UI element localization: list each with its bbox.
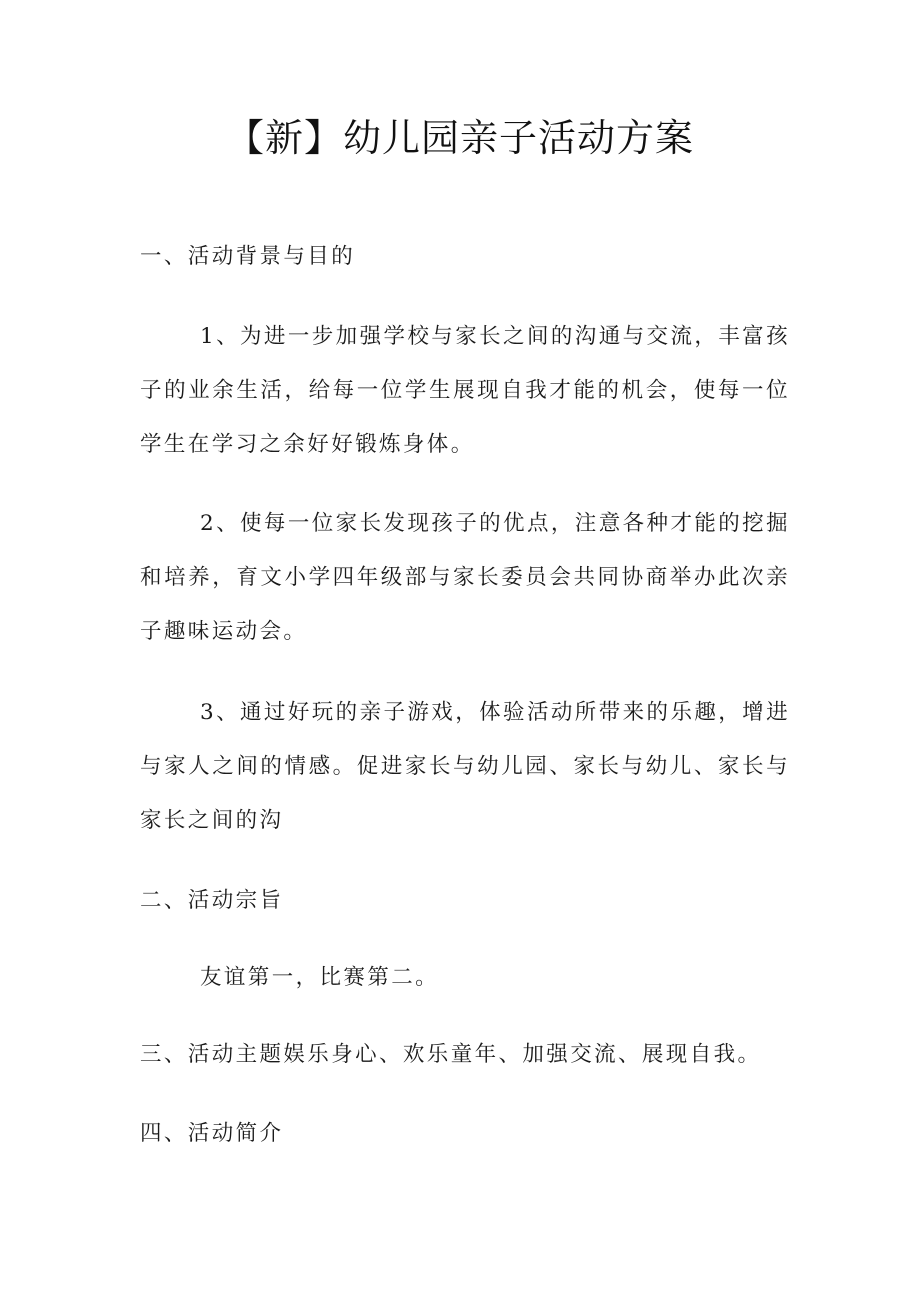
section-heading-background-purpose: 一、活动背景与目的 <box>140 244 356 269</box>
paragraph-purpose-1: 1、为进一步加强学校与家长之间的沟通与交流，丰富孩子的业余生活，给每一位学生展现自我才能的机会，使每一位学生在学习之余好好锻炼身体。 <box>140 324 790 457</box>
paragraph-purpose-3: 3、通过好玩的亲子游戏，体验活动所带来的乐趣，增进与家人之间的情感。促进家长与幼儿园、家长与幼儿、家长与家长之间的沟 <box>140 700 790 833</box>
section-heading-theme: 三、活动主题娱乐身心、欢乐童年、加强交流、展现自我。 <box>140 1042 762 1067</box>
section-heading-tenet: 二、活动宗旨 <box>140 888 284 913</box>
paragraph-purpose-2: 2、使每一位家长发现孩子的优点，注意各种才能的挖掘和培养，育文小学四年级部与家长委员会共同协商举办此次亲子趣味运动会。 <box>140 511 790 644</box>
paragraph-tenet: 友谊第一，比赛第二。 <box>200 965 440 990</box>
section-heading-introduction: 四、活动简介 <box>140 1121 284 1146</box>
document-title: 【新】幼儿园亲子活动方案 <box>225 116 694 160</box>
